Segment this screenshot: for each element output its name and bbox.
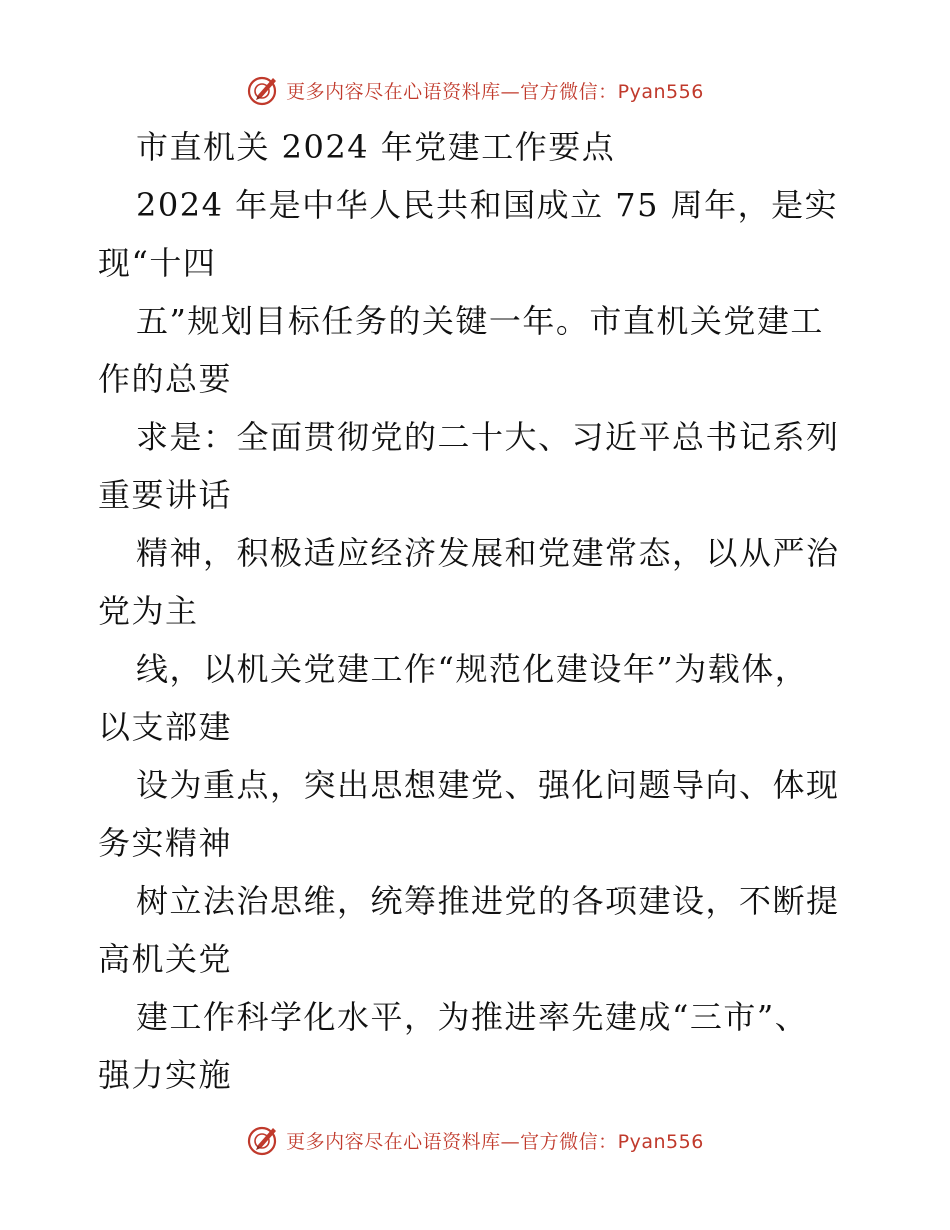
text-line: 线，以机关党建工作“规范化建设年”为载体， [136, 650, 809, 688]
brand-logo-icon [246, 73, 280, 107]
text-line: 设为重点，突出思想建党、强化问题导向、体现 [136, 766, 840, 804]
text-line: 务实精神 [98, 824, 233, 862]
banner-label: 更多内容尽在心语资料库—官方微信：Pyan556 [286, 1130, 704, 1153]
text-line: 现“十四 [98, 244, 217, 282]
banner-label: 更多内容尽在心语资料库—官方微信：Pyan556 [286, 80, 704, 103]
text-line: 以支部建 [98, 708, 233, 746]
text-line: 精神，积极适应经济发展和党建常态，以从严治 [136, 534, 840, 572]
text-line: 作的总要 [98, 360, 233, 398]
text-line: 树立法治思维，统筹推进党的各项建设，不断提 [136, 882, 840, 920]
document-title: 市直机关 2024 年党建工作要点 [136, 128, 616, 166]
text-line: 党为主 [98, 592, 199, 630]
text-line: 五”规划目标任务的关键一年。市直机关党建工 [136, 302, 824, 340]
document-body [98, 118, 868, 1104]
text-line: 高机关党 [98, 940, 233, 978]
header-watermark-banner [0, 70, 950, 110]
text-line: 求是：全面贯彻党的二十大、习近平总书记系列 [136, 418, 840, 456]
wechat-id: Pyan556 [617, 80, 704, 103]
text-line: 重要讲话 [98, 476, 233, 514]
text-line: 强力实施 [98, 1056, 233, 1094]
wechat-id: Pyan556 [617, 1130, 704, 1153]
text-line: 建工作科学化水平，为推进率先建成“三市”、 [136, 998, 809, 1036]
brand-logo-icon [246, 1123, 280, 1157]
footer-watermark-banner [0, 1120, 950, 1160]
text-line: 2024 年是中华人民共和国成立 75 周年，是实 [136, 186, 839, 224]
